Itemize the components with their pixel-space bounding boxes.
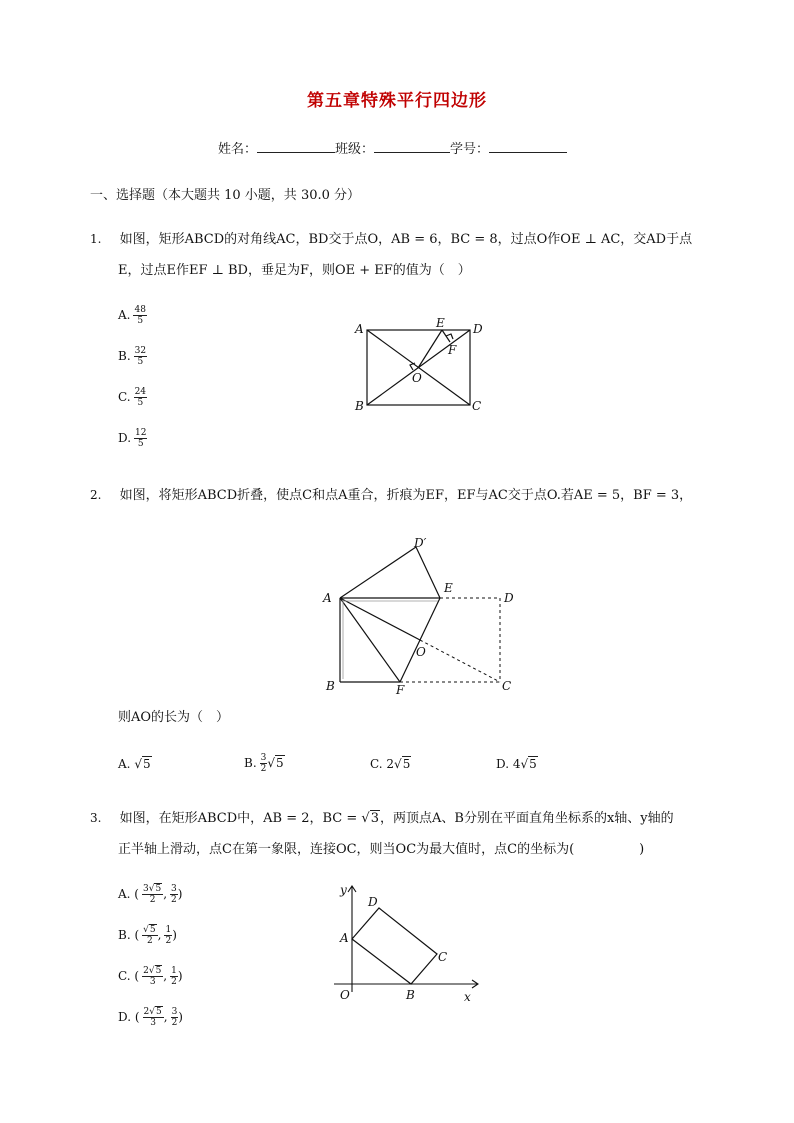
q1-number: 1. [90, 232, 102, 246]
q3-label-y: y [340, 883, 347, 897]
q2-label-c: C [502, 679, 512, 693]
q3-text-line1b: ，两顶点A、B分别在平面直角坐标系的x轴、y轴的 [380, 811, 674, 826]
q1-option-c[interactable]: C. $\frac{24}{5}$ [118, 387, 147, 408]
q2-label-dprime: D′ [414, 536, 427, 550]
q2-label-f: F [396, 683, 405, 696]
q2-line1 [90, 484, 692, 503]
q1-option-b[interactable]: B. $\frac{32}{5}$ [118, 346, 147, 367]
name-label: 姓名： [218, 142, 258, 157]
q1-label-b: B [355, 399, 364, 413]
q2-option-d[interactable]: D. 4√5 [496, 757, 537, 771]
q2-label-d: D [504, 591, 514, 605]
q1-label-e: E [436, 316, 445, 330]
page-title: 第五章特殊平行四边形 [307, 91, 487, 111]
q2-text-line1: 如图，将矩形ABCD折叠，使点C和点A重合，折痕为EF，EF与AC交于点O.若AE = 5，BF = 3， [119, 488, 693, 503]
q3-text-line1-rad: 3 [370, 811, 379, 826]
q1-line1 [90, 228, 692, 247]
q3-option-d[interactable]: D. ( $\frac{2√5}{3}$ , $\frac{3}{2}$ ) [118, 1007, 183, 1028]
q1-option-d[interactable]: D. $\frac{12}{5}$ [118, 428, 147, 449]
q1-label-d: D [473, 322, 483, 336]
q2-label-o: O [416, 645, 426, 659]
id-blank[interactable] [489, 140, 567, 153]
q3-label-d: D [368, 895, 378, 909]
student-info-line [218, 138, 567, 157]
q3-label-o: O [340, 988, 350, 1002]
q3-label-b: B [406, 988, 415, 1002]
q3-figure [328, 880, 488, 1010]
q3-option-b[interactable]: B. ( $\frac{√5}{2}$ , $\frac{1}{2}$ ) [118, 925, 177, 946]
class-blank[interactable] [374, 140, 450, 153]
q2-label-b: B [326, 679, 335, 693]
q1-label-f: F [448, 343, 457, 357]
q3-text-line1a: 如图，在矩形ABCD中，AB = 2，BC = [119, 811, 362, 826]
q3-label-c: C [438, 950, 448, 964]
q2-option-b[interactable]: B. $\frac{3}{2}$ √5 [244, 753, 284, 774]
section-heading: 一、选择题（本大题共 10 小题，共 30.0 分） [90, 188, 361, 203]
class-label: 班级： [335, 142, 375, 157]
q1-text-line2: E，过点E作EF ⊥ BD，垂足为F，则OE + EF的值为（ ） [118, 263, 471, 278]
q2-option-a[interactable]: A. √5 [118, 757, 151, 771]
q2-option-c[interactable]: C. 2√5 [370, 757, 411, 771]
q1-option-a[interactable]: A. $\frac{48}{5}$ [118, 305, 146, 326]
q2-label-e: E [444, 581, 453, 595]
q3-option-c[interactable]: C. ( $\frac{2√5}{3}$ , $\frac{1}{2}$ ) [118, 966, 183, 987]
q1-figure [350, 314, 490, 418]
q1-label-c: C [472, 399, 482, 413]
q3-option-a[interactable]: A. ( $\frac{3√5}{2}$ , $\frac{3}{2}$ ) [118, 884, 183, 905]
q2-text-line2: 则AO的长为（ ） [118, 710, 230, 725]
q3-label-a: A [340, 931, 349, 945]
q2-number: 2. [90, 488, 102, 502]
id-label: 学号： [450, 142, 490, 157]
q1-label-a: A [355, 322, 364, 336]
q3-number: 3. [90, 811, 102, 825]
q3-text-line2: 正半轴上滑动，点C在第一象限，连接OC，则当OC为最大值时，点C的坐标为( ) [118, 842, 645, 857]
name-blank[interactable] [257, 140, 335, 153]
q3-line1: 3. 如图，在矩形ABCD中，AB = 2，BC = √3，两顶点A、B分别在平面直角坐标系的x轴、y轴的 [90, 811, 674, 826]
q2-figure [318, 532, 528, 696]
q1-label-o: O [412, 371, 422, 385]
q2-label-a: A [323, 591, 332, 605]
q1-text-line1: 如图，矩形ABCD的对角线AC，BD交于点O，AB = 6，BC = 8，过点O作OE ⊥ AC，交AD于点 [119, 232, 693, 247]
q3-label-x: x [464, 990, 471, 1004]
